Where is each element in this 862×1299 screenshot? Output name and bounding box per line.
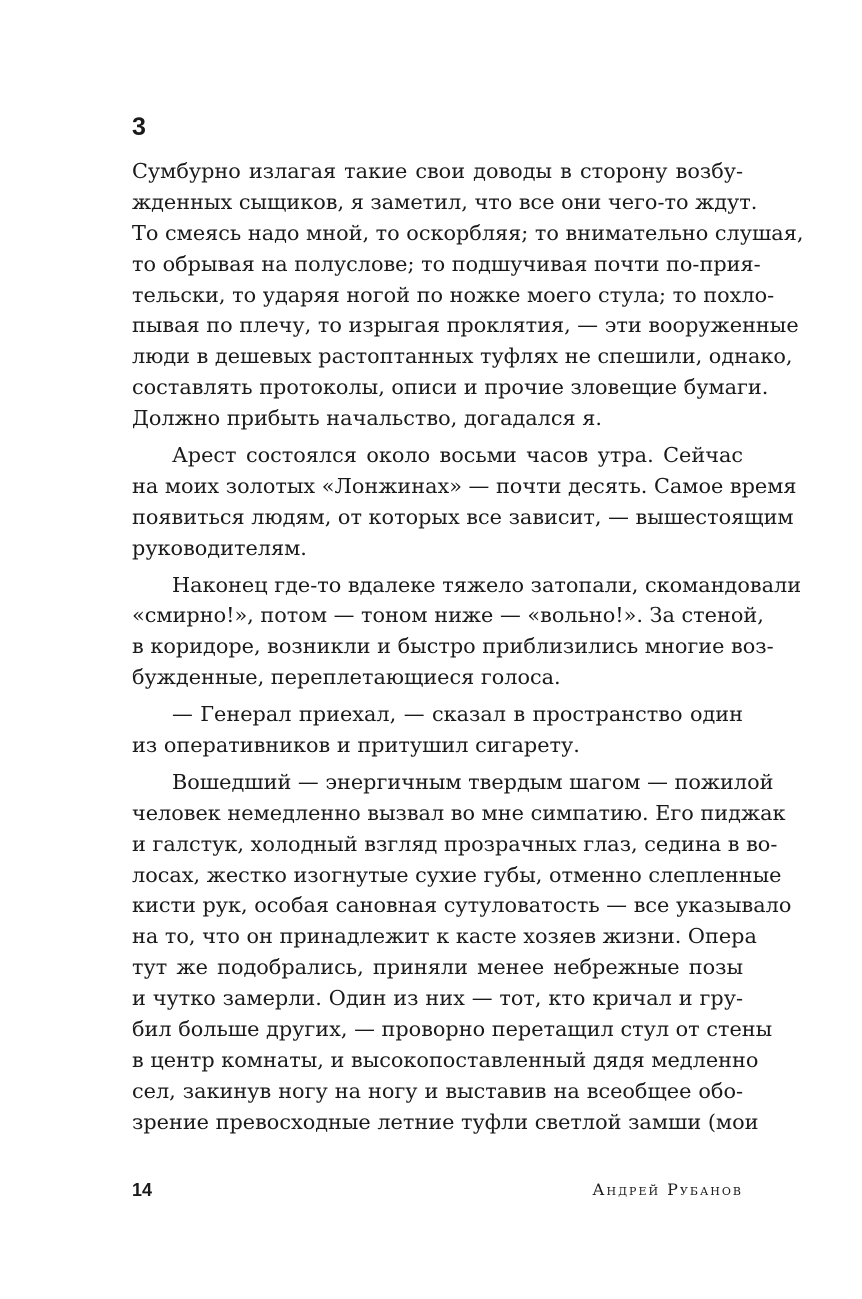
text-line: человек немедленно вызвал во мне симпатию. Его пиджак (132, 800, 786, 825)
text-line: и чутко замерли. Один из них — тот, кто кричал и гру- (132, 986, 743, 1011)
text-line: То смеясь надо мной, то оскорбляя; то внимательно слушая, (132, 220, 804, 245)
text-line: бил больше других, — проворно перетащил стул от стены (132, 1017, 773, 1042)
text-line: зрение превосходные летние туфли светлой замши (мои (132, 1109, 759, 1134)
body-text (132, 156, 804, 1138)
text-line: люди в дешевых растоптанных туфлях не спешили, однако, (132, 344, 793, 369)
text-line: лосах, жестко изогнутые сухие губы, отменно слепленные (132, 862, 782, 887)
chapter-number: 3 (132, 113, 146, 141)
text-line: Должно прибыть начальство, догадался я. (132, 406, 603, 431)
text-line: сел, закинув ногу на ногу и выставив на всеобщее обо- (132, 1078, 743, 1103)
text-line: кисти рук, особая сановная сутуловатость — все указывало (132, 893, 792, 918)
text-line: тут же подобрались, приняли менее небрежные позы (132, 955, 743, 980)
text-line: пывая по плечу, то изрыгая проклятия, — эти вооруженные (132, 313, 799, 338)
text-line: в центр комнаты, и высокопоставленный дядя медленно (132, 1047, 759, 1072)
text-line: появиться людям, от которых все зависит, — вышестоящим (132, 504, 794, 529)
text-line: жденных сыщиков, я заметил, что все они чего-то ждут. (132, 189, 758, 214)
text-line: то обрывая на полуслове; то подшучивая почти по-прия- (132, 251, 761, 276)
text-line: на то, что он принадлежит к касте хозяев жизни. Опера (132, 924, 757, 949)
page-footer (132, 1177, 743, 1203)
text-line: в коридоре, возникли и быстро приблизились многие воз- (132, 634, 774, 659)
text-line: тельски, то ударяя ногой по ножке моего стула; то похло- (132, 282, 775, 307)
running-footer-author: Андрей Рубанов (592, 1180, 743, 1199)
text-line: «смирно!», потом — тоном ниже — «вольно!». За стеной, (132, 603, 764, 628)
text-line: Наконец где-то вдалеке тяжело затопали, скомандовали (172, 572, 802, 597)
text-line: из оперативников и притушил сигарету. (132, 733, 580, 758)
text-line: составлять протоколы, описи и прочие зловещие бумаги. (132, 375, 769, 400)
text-line: Сумбурно излагая такие свои доводы в сторону возбу- (132, 159, 743, 183)
text-line: и галстук, холодный взгляд прозрачных глаз, седина в во- (132, 831, 778, 856)
text-line: Вошедший — энергичным твердым шагом — пожилой (172, 769, 774, 794)
page-number: 14 (132, 1180, 153, 1200)
text-line: руководителям. (132, 535, 307, 560)
text-line: бужденные, переплетающиеся голоса. (132, 665, 561, 690)
text-line: Арест состоялся около восьми часов утра. Сейчас (172, 443, 743, 468)
text-line: — Генерал приехал, — сказал в пространство один (172, 702, 743, 727)
text-line: на моих золотых «Лонжинах» — почти десять. Самое время (132, 473, 797, 498)
